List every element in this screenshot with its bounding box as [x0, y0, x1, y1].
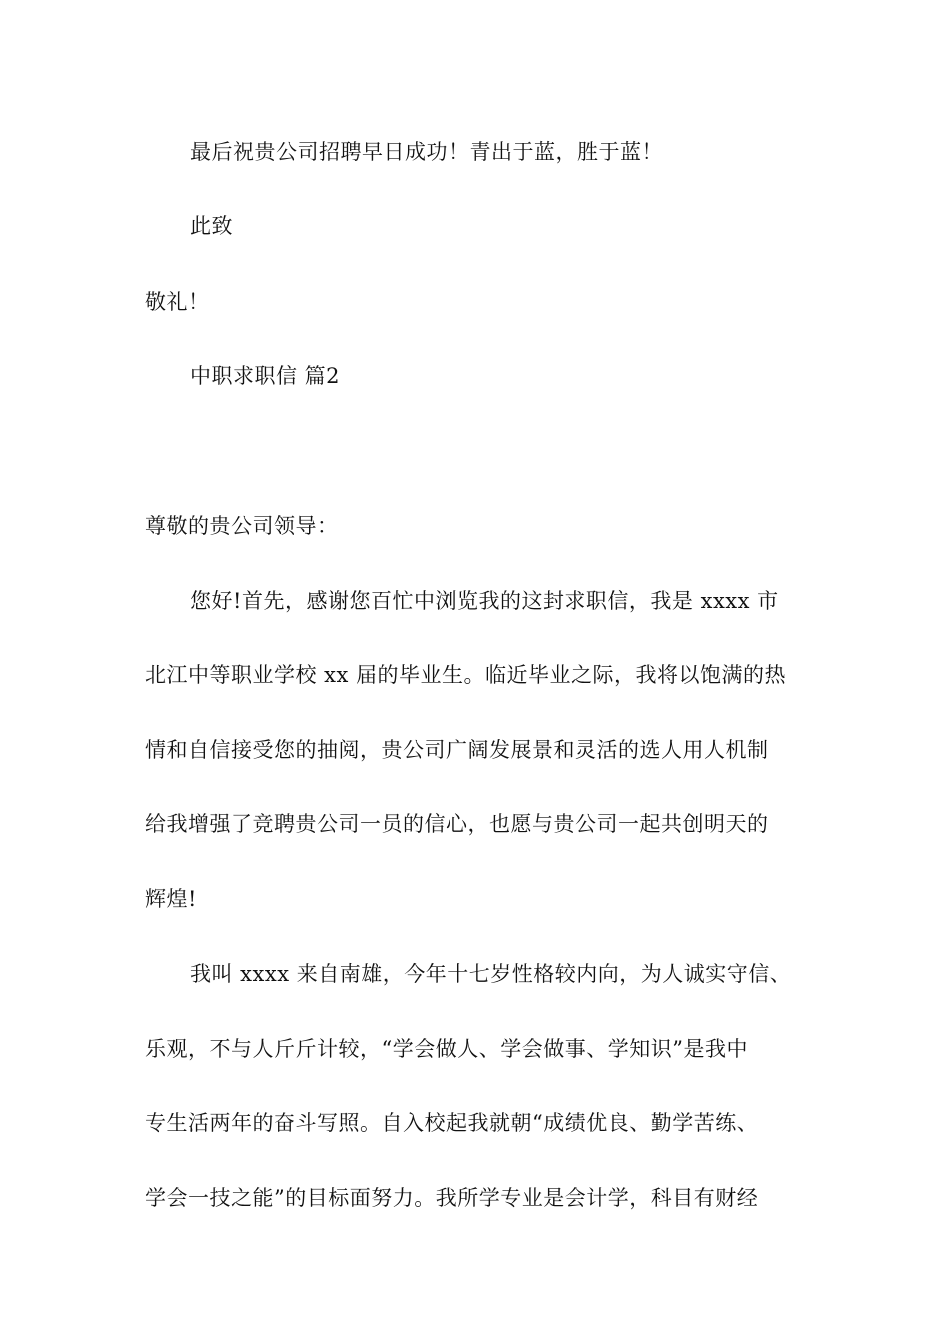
paragraph-1-line: 给我增强了竞聘贵公司一员的信心，也愿与贵公司一起共创明天的	[145, 812, 769, 836]
paragraph-1-line: 您好!首先，感谢您百忙中浏览我的这封求职信，我是 xxxx 市	[190, 589, 779, 613]
paragraph-1-line: 情和自信接受您的抽阅，贵公司广阔发展景和灵活的选人用人机制	[145, 738, 769, 762]
paragraph-1-line: 北江中等职业学校 xx 届的毕业生。临近毕业之际，我将以饱满的热	[145, 663, 787, 687]
salutation-close-text: 此致	[190, 214, 233, 238]
letter-greeting: 尊敬的贵公司领导：	[145, 514, 339, 538]
closing-wish-text: 最后祝贵公司招聘早日成功！青出于蓝，胜于蓝！	[190, 140, 663, 164]
paragraph-2-line: 专生活两年的奋斗写照。自入校起我就朝“成绩优良、勤学苦练、	[145, 1111, 759, 1135]
salutation-regards-text: 敬礼！	[145, 290, 210, 314]
paragraph-2-line: 乐观，不与人斤斤计较，“学会做人、学会做事、学知识”是我中	[145, 1037, 748, 1061]
paragraph-2-line: 我叫 xxxx 来自南雄，今年十七岁性格较内向，为人诚实守信、	[190, 962, 792, 986]
paragraph-1-line: 辉煌!	[145, 887, 197, 911]
paragraph-2-line: 学会一技之能”的目标面努力。我所学专业是会计学，科目有财经	[145, 1186, 759, 1210]
section-heading: 中职求职信 篇2	[190, 364, 341, 388]
